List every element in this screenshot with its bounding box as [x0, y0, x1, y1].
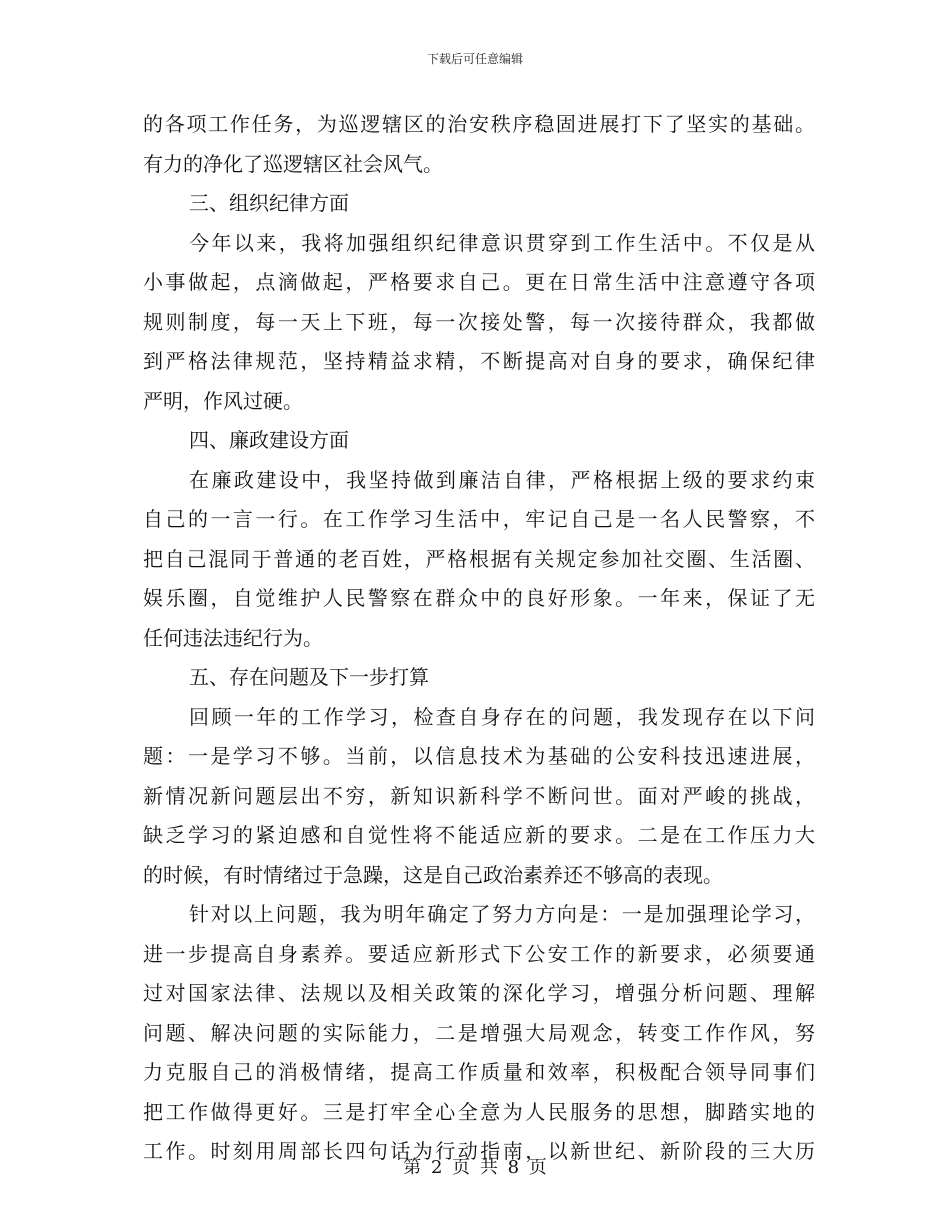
body-line: 进一步提高自身素养。要适应新形式下公安工作的新要求，必须要通 [143, 941, 815, 966]
body-line: 自己的一言一行。在工作学习生活中，牢记自己是一名人民警察，不 [143, 507, 815, 531]
body-line: 题：一是学习不够。当前，以信息技术为基础的公安科技迅速进展， [143, 744, 815, 768]
section-heading: 五、存在问题及下一步打算 [189, 665, 429, 689]
body-line: 小事做起，点滴做起，严格要求自己。更在日常生活中注意遵守各项 [143, 270, 815, 294]
body-line: 针对以上问题，我为明年确定了努力方向是：一是加强理论学习， [189, 902, 815, 926]
page-number: 第 2 页 共 8 页 [403, 1157, 547, 1178]
page-header-note: 下载后可任意编辑 [426, 52, 523, 66]
section-heading: 三、组织纪律方面 [189, 191, 349, 215]
body-line: 工作。时刻用周部长四句话为行动指南，以新世纪、新阶段的三大历 [143, 1139, 815, 1163]
body-line: 回顾一年的工作学习，检查自身存在的问题，我发现存在以下问 [189, 704, 815, 729]
body-line: 把自己混同于普通的老百姓，严格根据有关规定参加社交圈、生活圈、 [143, 546, 815, 571]
body-line: 到严格法律规范，坚持精益求精，不断提高对自身的要求，确保纪律 [143, 349, 815, 373]
body-line: 任何违法违纪行为。 [143, 625, 323, 650]
body-line: 今年以来，我将加强组织纪律意识贯穿到工作生活中。不仅是从 [189, 230, 815, 255]
body-line: 缺乏学习的紧迫感和自觉性将不能适应新的要求。二是在工作压力大 [143, 823, 815, 847]
document-body [143, 105, 815, 1172]
body-line: 的时候，有时情绪过于急躁，这是自己政治素养还不够高的表现。 [143, 862, 723, 887]
section-heading: 四、廉政建设方面 [189, 428, 349, 452]
body-line: 过对国家法律、法规以及相关政策的深化学习，增强分析问题、理解 [143, 981, 815, 1005]
body-line: 在廉政建设中，我坚持做到廉洁自律，严格根据上级的要求约束 [189, 467, 815, 492]
body-line: 有力的净化了巡逻辖区社会风气。 [143, 151, 443, 176]
body-line: 规则制度，每一天上下班，每一次接处警，每一次接待群众，我都做 [143, 309, 815, 334]
body-line: 问题、解决问题的实际能力，二是增强大局观念，转变工作作风，努 [143, 1020, 815, 1045]
body-line: 的各项工作任务，为巡逻辖区的治安秩序稳固进展打下了坚实的基础。 [143, 112, 815, 136]
body-line: 新情况新问题层出不穷，新知识新科学不断问世。面对严峻的挑战， [143, 783, 815, 808]
body-line: 严明，作风过硬。 [143, 388, 303, 413]
body-line: 力克服自己的消极情绪，提高工作质量和效率，积极配合领导同事们 [143, 1060, 815, 1084]
body-line: 娱乐圈，自觉维护人民警察在群众中的良好形象。一年来，保证了无 [143, 586, 815, 610]
body-line: 把工作做得更好。三是打牢全心全意为人民服务的思想，脚踏实地的 [143, 1099, 815, 1124]
